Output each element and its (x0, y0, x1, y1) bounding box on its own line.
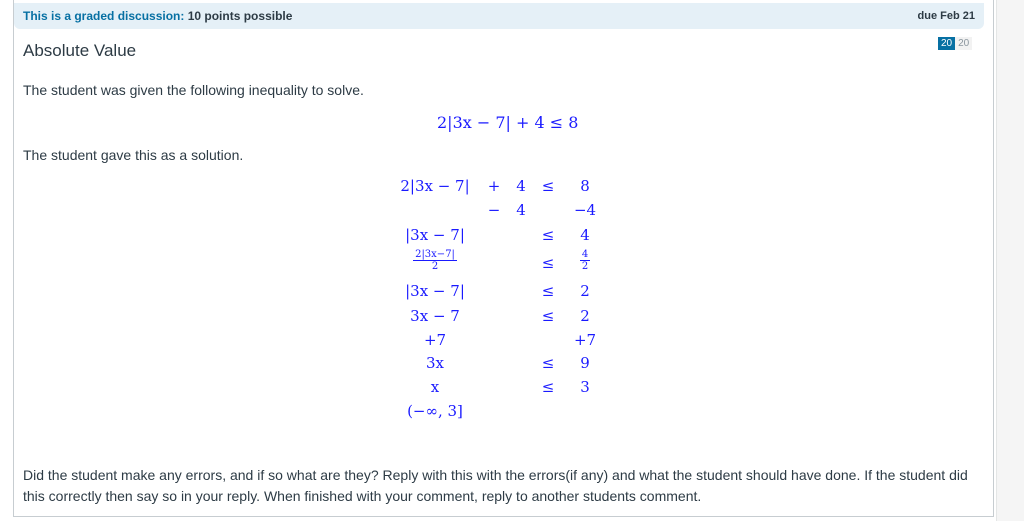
intro-text: The student was given the following inequality to solve. (23, 82, 364, 98)
step-right: 4 (580, 226, 590, 244)
step-right: 9 (580, 354, 590, 372)
step-right: 2 (580, 307, 590, 325)
step-left: 2|3x − 7| (400, 177, 470, 195)
step-left: +7 (423, 331, 447, 349)
step-left: |3x − 7| (405, 226, 465, 244)
step-relation: ≤ (541, 226, 555, 244)
fraction-denominator: 2 (431, 261, 439, 272)
solution-interval: (−∞, 3] (407, 402, 463, 420)
discussion-question: Did the student make any errors, and if so what are they? Reply with this with the errors(if any) and what the student should have done. If the student did this correctly then say so in your reply. When finished with your comment, reply to another students comment. (23, 467, 968, 504)
right-scroll-gutter (996, 0, 1024, 521)
solution-intro-text: The student gave this as a solution. (23, 147, 244, 163)
step-op: + (487, 177, 501, 195)
step-mid: 4 (516, 177, 526, 195)
step-right: 2 (580, 282, 590, 300)
points-possible: 10 points possible (187, 9, 293, 23)
graded-info (23, 9, 292, 23)
step-relation: ≤ (541, 354, 555, 372)
score-earned: 20 (938, 37, 955, 50)
step-left: 3x − 7 (410, 307, 460, 325)
step-right: +7 (573, 331, 597, 349)
step-op: − (487, 201, 501, 219)
step-left: x (430, 378, 440, 396)
discussion-title: Absolute Value (23, 41, 137, 60)
step-mid: 4 (516, 201, 526, 219)
due-date: due Feb 21 (917, 10, 975, 22)
step-relation: ≤ (541, 254, 555, 272)
step-left-fraction (400, 249, 470, 272)
step-relation: ≤ (541, 378, 555, 396)
step-left: 3x (425, 354, 444, 372)
score-badge (938, 37, 972, 50)
score-total: 20 (955, 37, 972, 50)
step-left: |3x − 7| (405, 282, 465, 300)
step-relation: ≤ (541, 177, 555, 195)
discussion-card (13, 0, 994, 517)
step-right: 3 (580, 378, 590, 396)
step-right-fraction (570, 249, 600, 272)
step-relation: ≤ (541, 307, 555, 325)
step-right: −4 (573, 201, 597, 219)
graded-label: This is a graded discussion: (23, 9, 185, 23)
fraction-numerator: 2|3x−7| (415, 249, 455, 260)
graded-discussion-banner (14, 3, 984, 29)
given-inequality: 2|3x − 7| + 4 ≤ 8 (437, 113, 579, 132)
fraction-denominator: 2 (581, 261, 589, 272)
step-right: 8 (580, 177, 590, 195)
fraction-numerator: 4 (581, 249, 589, 260)
step-relation: ≤ (541, 282, 555, 300)
